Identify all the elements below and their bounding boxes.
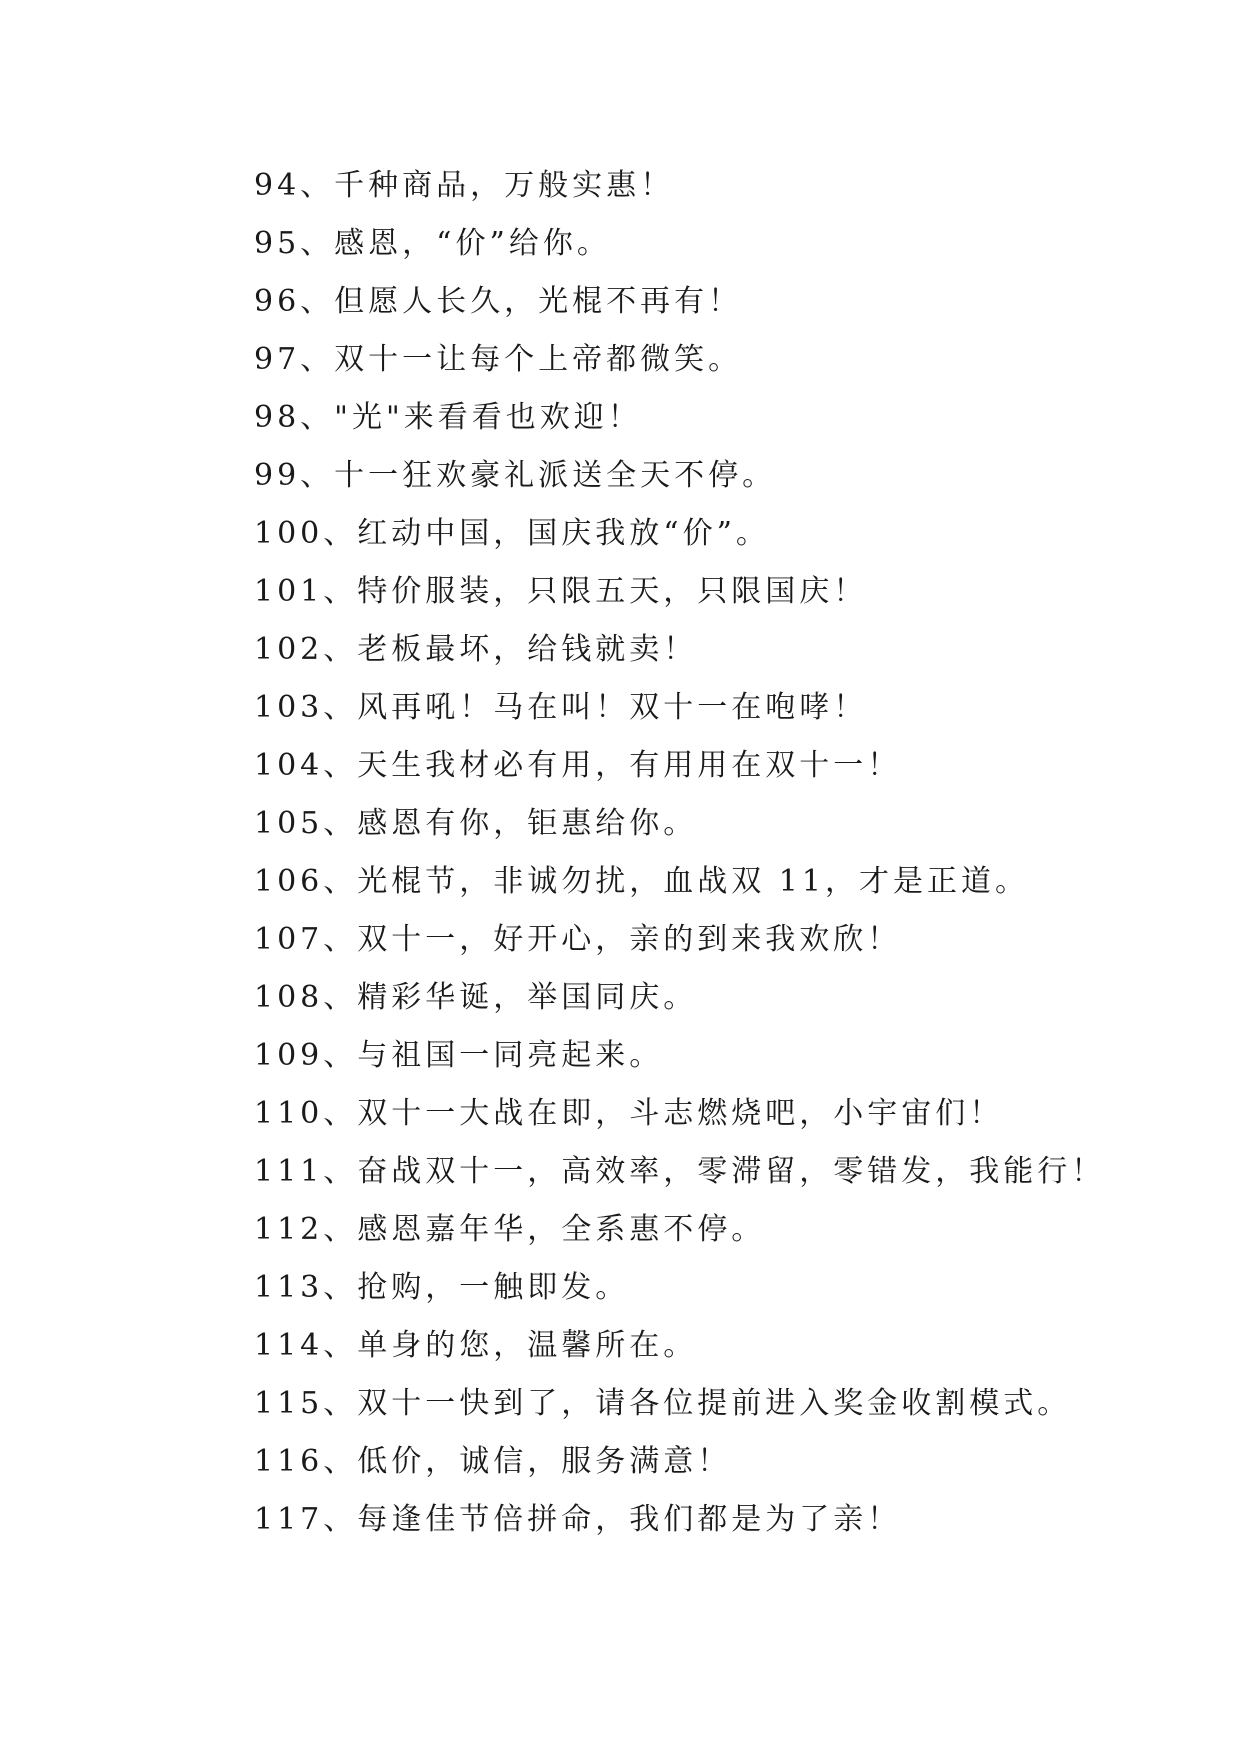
list-item: 101、特价服装，只限五天，只限国庆！ <box>254 574 868 609</box>
list-item: 111、奋战双十一，高效率，零滞留，零错发，我能行！ <box>254 1154 1106 1189</box>
list-item: 106、光棍节，非诚勿扰，血战双 11，才是正道。 <box>254 864 1029 899</box>
list-item: 95、感恩，“价”给你。 <box>254 226 611 261</box>
list-item: 98、"光"来看看也欢迎！ <box>254 400 642 435</box>
list-item: 112、感恩嘉年华，全系惠不停。 <box>254 1212 766 1247</box>
list-item: 109、与祖国一同亮起来。 <box>254 1038 664 1073</box>
list-item: 117、每逢佳节倍拼命，我们都是为了亲！ <box>254 1502 902 1537</box>
list-item: 115、双十一快到了，请各位提前进入奖金收割模式。 <box>254 1386 1072 1421</box>
list-item: 99、十一狂欢豪礼派送全天不停。 <box>254 458 777 493</box>
list-item: 97、双十一让每个上帝都微笑。 <box>254 342 743 377</box>
list-item: 102、老板最坏，给钱就卖！ <box>254 632 698 667</box>
list-item: 110、双十一大战在即，斗志燃烧吧，小宇宙们！ <box>254 1096 1004 1131</box>
list-item: 104、天生我材必有用，有用用在双十一！ <box>254 748 902 783</box>
list-item: 107、双十一，好开心，亲的到来我欢欣！ <box>254 922 902 957</box>
list-item: 100、红动中国，国庆我放“价”。 <box>254 516 770 551</box>
list-item: 113、抢购，一触即发。 <box>254 1270 630 1305</box>
list-item: 103、风再吼！马在叫！双十一在咆哮！ <box>254 690 868 725</box>
list-item: 94、千种商品，万般实惠！ <box>254 168 675 203</box>
list-item: 96、但愿人长久，光棍不再有！ <box>254 284 743 319</box>
list-item: 108、精彩华诞，举国同庆。 <box>254 980 698 1015</box>
list-item: 105、感恩有你，钜惠给你。 <box>254 806 698 841</box>
slogan-list <box>254 157 1105 1549</box>
list-item: 114、单身的您，温馨所在。 <box>254 1328 698 1363</box>
list-item: 116、低价，诚信，服务满意！ <box>254 1444 732 1479</box>
